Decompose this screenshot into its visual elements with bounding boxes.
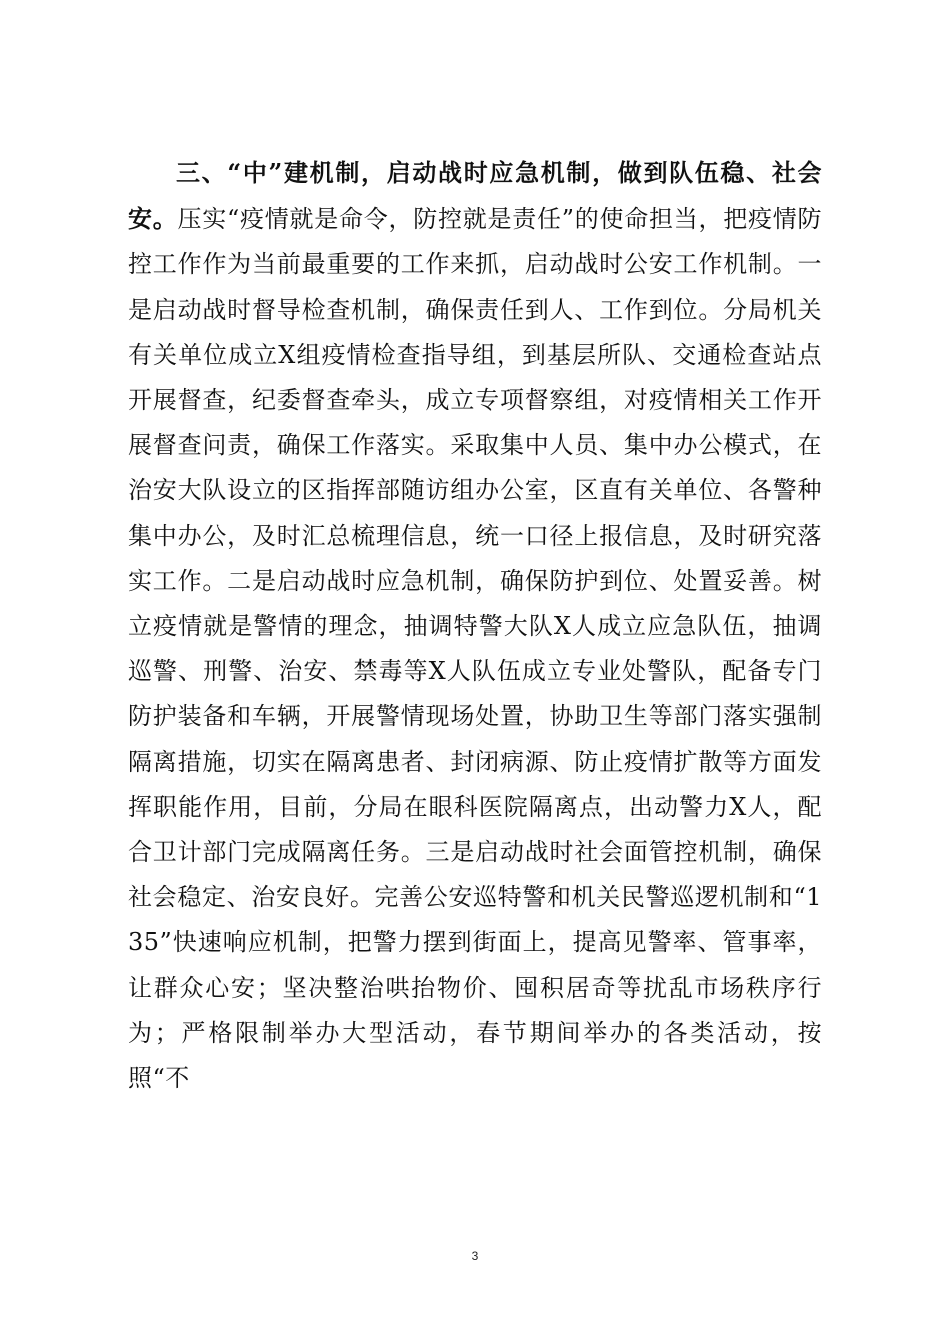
page-number: 3 xyxy=(471,1249,479,1263)
paragraph-text: 压实“疫情就是命令，防控就是责任”的使命担当，把疫情防控工作作为当前最重要的工作来抓，启动战时公安工作机制。一是启动战时督导检查机制，确保责任到人、工作到位。分局机关有关单位成立X组疫情检查指导组，到基层所队、交通检查站点开展督查，纪委督查牵头，成立专项督察组，对疫情相关工作开展督查问责，确保工作落实。采取集中人员、集中办公模式，在治安大队设立的区指挥部随访组办公室，区直有关单位、各警种集中办公，及时汇总梳理信息，统一口径上报信息，及时研究落实工作。二是启动战时应急机制，确保防护到位、处置妥善。树立疫情就是警情的理念，抽调特警大队X人成立应急队伍，抽调巡警、刑警、治安、禁毒等X人队伍成立专业处警队，配备专门防护装备和车辆，开展警情现场处置，协助卫生等部门落实强制隔离措施，切实在隔离患者、封闭病源、防止疫情扩散等方面发挥职能作用，目前，分局在眼科医院隔离点，出动警力X人，配合卫计部门完成隔离任务。三是启动战时社会面管控机制，确保社会稳定、治安良好。完善公安巡特警和机关民警巡逻机制和“135”快速响应机制，把警力摆到街面上，提高见警率、管事率，让群众心安；坚决整治哄抬物价、囤积居奇等扰乱市场秩序行为；严格限制举办大型活动，春节期间举办的各类活动，按照“不 xyxy=(128,205,822,1093)
body-paragraph xyxy=(128,150,822,1101)
section-heading: 三、“中”建机制，启动战时应急机制，做到队伍稳、社会安。 xyxy=(128,158,822,234)
